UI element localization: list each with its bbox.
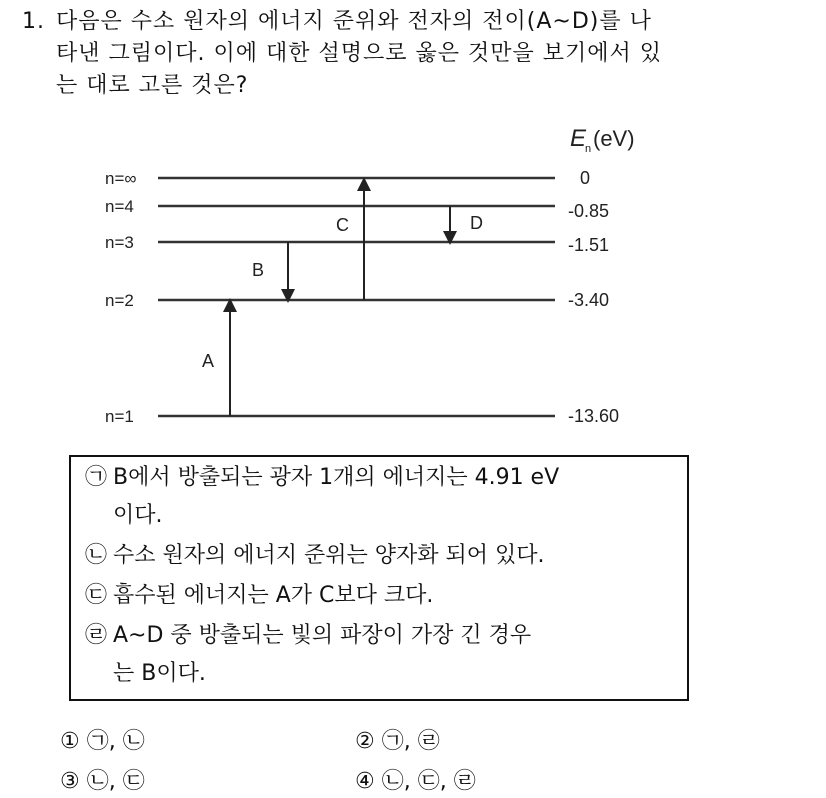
energy-label-n-1: -13.60	[568, 406, 620, 426]
statement-4	[85, 621, 531, 651]
axis-label-sub: n	[585, 143, 592, 155]
level-label-n-1: n=1	[105, 407, 134, 426]
energy-label-n-2: -3.40	[568, 290, 610, 310]
statements-box	[69, 455, 689, 701]
transition-label-d: D	[470, 213, 483, 233]
statement-text-2: 수소 원자의 에너지 준위는 양자화 되어 있다.	[113, 543, 545, 568]
statement-3	[85, 581, 433, 611]
statement-text-1: B에서 방출되는 광자 1개의 에너지는 4.91 eV	[113, 465, 560, 490]
transition-label-b: B	[252, 260, 265, 280]
level-label-n-3: n=3	[105, 233, 134, 252]
energy-label-n-inf: 0	[580, 168, 591, 188]
level-label-n-2: n=2	[105, 291, 134, 310]
statement-mark-4: ㉣	[85, 623, 108, 648]
choice-1[interactable]: ① ㉠, ㉡	[60, 729, 145, 754]
axis-label-e: E	[570, 125, 587, 152]
question-line-1: 1. 다음은 수소 원자의 에너지 준위와 전자의 전이(A~D)를 나	[22, 6, 812, 38]
question-line-3: 는 대로 고른 것은?	[56, 73, 249, 98]
transition-d	[450, 206, 483, 238]
transition-label-c: C	[336, 215, 349, 235]
level-n-4	[105, 197, 609, 221]
question-line-2: 타낸 그림이다. 이에 대한 설명으로 옳은 것만을 보기에서 있	[56, 41, 662, 66]
choice-3[interactable]: ③ ㉡, ㉢	[60, 769, 145, 794]
statement-2	[85, 541, 545, 571]
transition-a	[202, 305, 230, 416]
level-n-inf	[105, 168, 590, 188]
level-n-1	[105, 406, 619, 426]
level-n-3	[105, 233, 609, 255]
energy-label-n-3: -1.51	[568, 235, 610, 255]
question-number: 1.	[22, 9, 45, 34]
transition-b	[252, 242, 288, 296]
level-label-n-4: n=4	[105, 197, 134, 216]
statement-mark-1: ㉠	[85, 465, 108, 490]
statement-mark-3: ㉢	[85, 583, 108, 608]
axis-label-unit: (eV)	[593, 126, 635, 151]
level-n-2	[105, 290, 609, 310]
transition-label-a: A	[202, 351, 215, 371]
statement-4-cont: 는 B이다.	[113, 661, 206, 686]
level-label-n-inf: n=∞	[105, 169, 137, 188]
statement-1	[85, 463, 559, 493]
choice-4[interactable]: ④ ㉡, ㉢, ㉣	[355, 769, 476, 794]
choice-2[interactable]: ② ㉠, ㉣	[355, 729, 440, 754]
energy-label-n-4: -0.85	[568, 201, 610, 221]
statement-1-cont: 이다.	[113, 503, 163, 528]
statement-text-4: A~D 중 방출되는 빛의 파장이 가장 긴 경우	[113, 623, 532, 648]
statement-mark-2: ㉡	[85, 543, 108, 568]
statement-text-3: 흡수된 에너지는 A가 C보다 크다.	[113, 583, 434, 608]
